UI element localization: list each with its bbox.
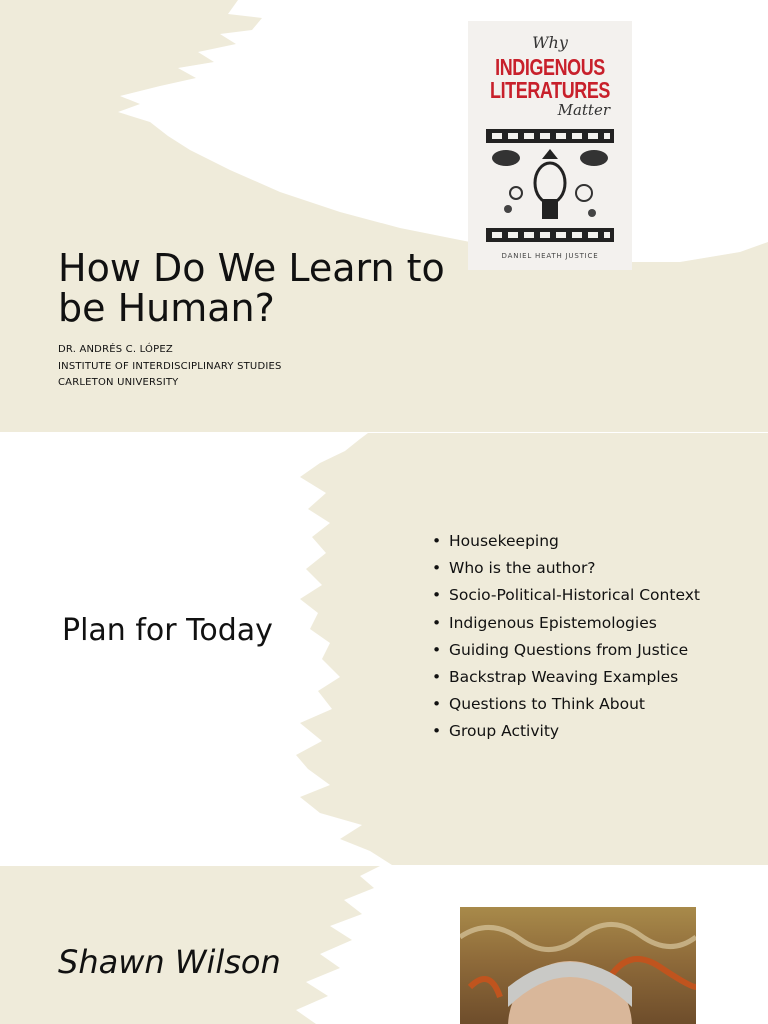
agenda-list <box>432 528 700 746</box>
book-cover-illustration <box>468 21 632 270</box>
author-title: Shawn Wilson <box>58 943 281 981</box>
book-cover-why: Why <box>532 33 568 52</box>
slide-plan <box>0 433 768 865</box>
slide-author <box>0 866 768 1024</box>
agenda-item: • Housekeeping <box>432 528 700 555</box>
presenter-info <box>58 342 282 392</box>
agenda-item: • Guiding Questions from Justice <box>432 637 700 664</box>
agenda-item: • Who is the author? <box>432 555 700 582</box>
book-cover-matter: Matter <box>557 101 610 119</box>
presenter-university: CARLETON UNIVERSITY <box>58 377 179 388</box>
agenda-item: • Backstrap Weaving Examples <box>432 664 700 691</box>
author-photo <box>460 907 696 1024</box>
book-cover <box>468 21 632 270</box>
agenda-item: • Questions to Think About <box>432 691 700 718</box>
plan-title: Plan for Today <box>62 613 273 648</box>
book-cover-author: DANIEL HEATH JUSTICE <box>501 252 599 260</box>
agenda-item: • Group Activity <box>432 718 700 745</box>
book-cover-literatures: LITERATURES <box>490 77 610 103</box>
presenter-name: DR. ANDRÉS C. LÓPEZ <box>58 344 173 355</box>
agenda-item: • Indigenous Epistemologies <box>432 610 700 637</box>
slide-title <box>0 0 768 432</box>
presenter-institute: INSTITUTE OF INTERDISCIPLINARY STUDIES <box>58 360 282 372</box>
author-photo-image <box>460 907 696 1024</box>
agenda-item: • Socio-Political-Historical Context <box>432 582 700 609</box>
presentation-title: How Do We Learn to be Human? <box>58 246 445 330</box>
book-cover-indigenous: INDIGENOUS <box>495 54 605 80</box>
